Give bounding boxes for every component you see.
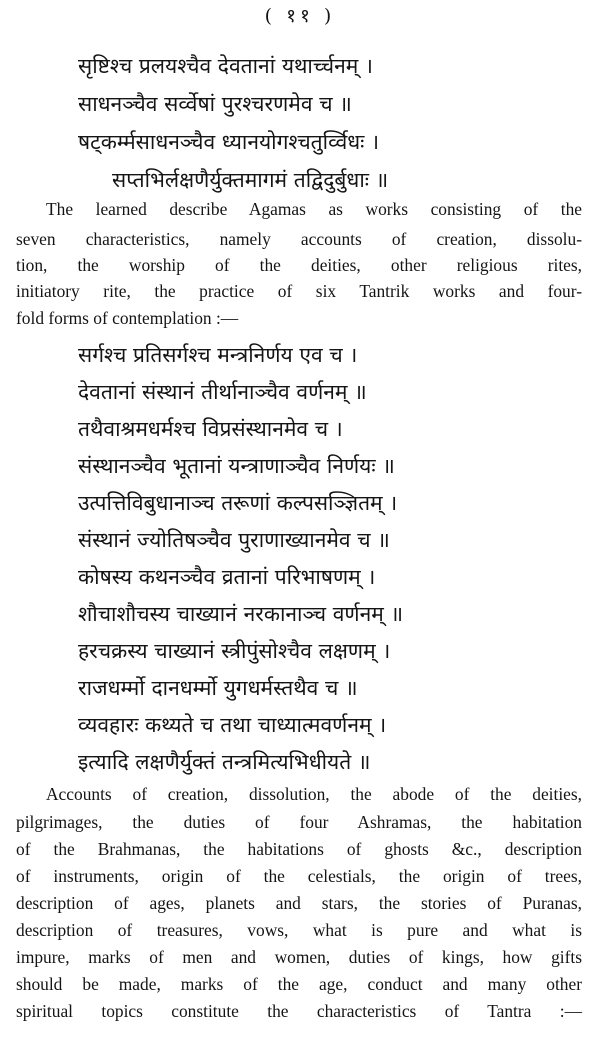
prose-line: description of ages, planets and stars, the stories of Puranas, (16, 893, 582, 913)
verse-line: इत्यादि लक्षणैर्युक्तं तन्त्रमित्यभिधीयते ॥ (78, 750, 371, 774)
verse-line: संस्थानं ज्योतिषञ्चैव पुराणाख्यानमेव च ॥ (78, 528, 390, 552)
prose-line: should be made, marks of the age, conduct and many other (16, 974, 582, 994)
verse-line: हरचक्रस्य चाख्यानं स्त्रीपुंसोश्चैव लक्षणम् । (78, 639, 391, 663)
verse-line: सर्गश्च प्रतिसर्गश्च मन्त्रनिर्णय एव च । (78, 343, 358, 367)
verse-line: कोषस्य कथनञ्चैव व्रतानां परिभाषणम् । (78, 565, 376, 589)
verse-line: शौचाशौचस्य चाख्यानं नरकानाञ्च वर्णनम् ॥ (78, 602, 404, 626)
verse-line: षट्कर्म्मसाधनञ्चैव ध्यानयोगश्चतुर्व्विधः । (78, 130, 380, 154)
page-number: ( ११ ) (264, 5, 336, 27)
verse-line: सप्तभिर्लक्षणैर्युक्तमागमं तद्विदुर्बुधाः ॥ (112, 168, 389, 192)
verse-line: राजधर्म्मो दानधर्म्मो युगधर्मस्तथैव च ॥ (78, 676, 358, 700)
verse-line: संस्थानञ्चैव भूतानां यन्त्राणाञ्चैव निर्णयः ॥ (78, 454, 395, 478)
prose-line: initiatory rite, the practice of six Tantrik works and four- (16, 281, 582, 301)
verse-line: व्यवहारः कथ्यते च तथा चाध्यात्मवर्णनम् । (78, 713, 387, 737)
prose-line: The learned describe Agamas as works consisting of the (46, 199, 582, 219)
prose-line: tion, the worship of the deities, other religious rites, (16, 255, 582, 275)
prose-line: spiritual topics constitute the characteristics of Tantra :— (16, 1001, 582, 1021)
prose-line: Accounts of creation, dissolution, the abode of the deities, (46, 784, 582, 804)
prose-line: of the Brahmanas, the habitations of ghosts &c., description (16, 839, 582, 859)
verse-line: उत्पत्तिविबुधानाञ्च तरूणां कल्पसञ्ज्ञितम् । (78, 491, 398, 515)
verse-line: साधनञ्चैव सर्व्वेषां पुरश्चरणमेव च ॥ (78, 92, 352, 116)
prose-line: of instruments, origin of the celestials, the origin of trees, (16, 866, 582, 886)
prose-line: description of treasures, vows, what is pure and what is (16, 920, 582, 940)
prose-line: fold forms of contemplation :— (16, 308, 239, 328)
prose-line: impure, marks of men and women, duties of kings, how gifts (16, 947, 582, 967)
verse-line: सृष्टिश्च प्रलयश्चैव देवतानां यथार्च्चनम् । (78, 54, 373, 78)
verse-line: तथैवाश्रमधर्मश्च विप्रसंस्थानमेव च । (78, 417, 343, 441)
prose-line: pilgrimages, the duties of four Ashramas, the habitation (16, 812, 582, 832)
verse-line: देवतानां संस्थानं तीर्थानाञ्चैव वर्णनम् ॥ (78, 380, 367, 404)
prose-line: seven characteristics, namely accounts of creation, dissolu- (16, 229, 582, 249)
